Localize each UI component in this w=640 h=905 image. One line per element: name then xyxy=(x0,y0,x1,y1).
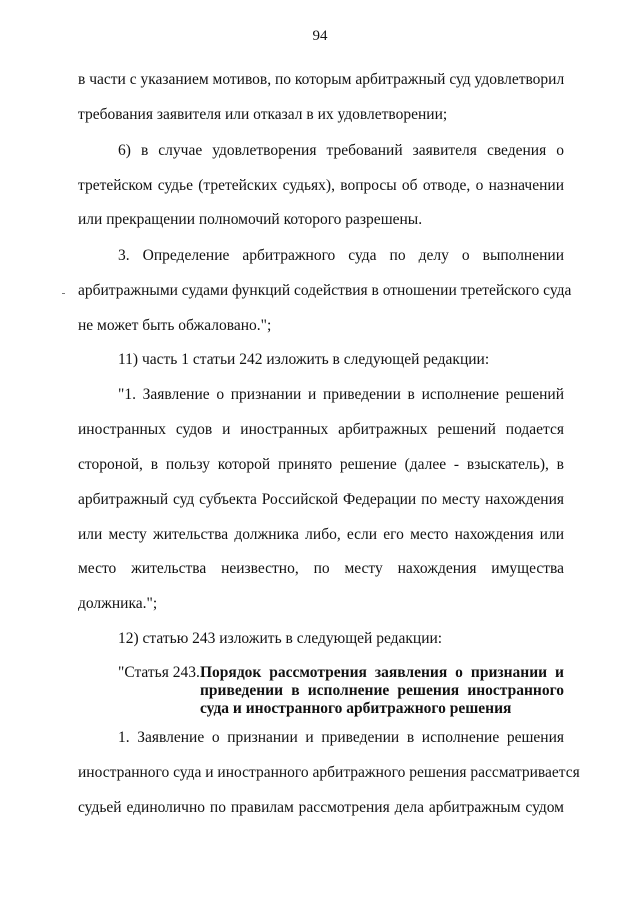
text-line: должника."; xyxy=(78,595,158,612)
page-number: 94 xyxy=(312,28,328,44)
text-line: или прекращении полномочий которого разрешены. xyxy=(78,211,423,228)
text-line: не может быть обжаловано."; xyxy=(78,317,272,334)
text-line: 6) в случае удовлетворения требований заявителя сведения о xyxy=(118,142,564,159)
text-line: 11) часть 1 статьи 242 изложить в следующей редакции: xyxy=(118,351,490,368)
text-line: 3. Определение арбитражного суда по делу о выполнении xyxy=(118,247,564,264)
text-line: третейском судье (третейских судьях), вопросы об отводе, о назначении xyxy=(78,177,564,194)
text-line: 12) статью 243 изложить в следующей редакции: xyxy=(118,630,443,647)
text-line: судьей единолично по правилам рассмотрения дела арбитражным судом xyxy=(78,799,564,816)
article-label: "Статья 243. xyxy=(118,664,200,681)
text-line: иностранных судов и иностранных арбитражных решений подается xyxy=(78,421,564,438)
article-title-line: Порядок рассмотрения заявления о признании и xyxy=(200,664,564,681)
text-line: "1. Заявление о признании и приведении в исполнение решений xyxy=(118,386,564,403)
text-line: 1. Заявление о признании и приведении в исполнение решения xyxy=(118,729,564,746)
text-line: иностранного суда и иностранного арбитражного решения рассматривается xyxy=(78,764,580,781)
article-title-line: приведении в исполнение решения иностранного xyxy=(200,682,564,699)
text-line: или месту жительства должника либо, если его место нахождения или xyxy=(78,526,564,543)
text-line: в части с указанием мотивов, по которым арбитражный суд удовлетворил xyxy=(78,71,565,88)
article-title-line: суда и иностранного арбитражного решения xyxy=(200,700,512,717)
text-line: арбитражными судами функций содействия в отношении третейского суда xyxy=(78,282,572,299)
text-line: стороной, в пользу которой принято решение (далее - взыскатель), в xyxy=(78,456,564,473)
scan-artifact xyxy=(62,293,65,294)
text-line: арбитражный суд субъекта Российской Федерации по месту нахождения xyxy=(78,491,564,508)
text-line: требования заявителя или отказал в их удовлетворении; xyxy=(78,106,448,123)
text-line: место жительства неизвестно, по месту нахождения имущества xyxy=(78,560,564,577)
